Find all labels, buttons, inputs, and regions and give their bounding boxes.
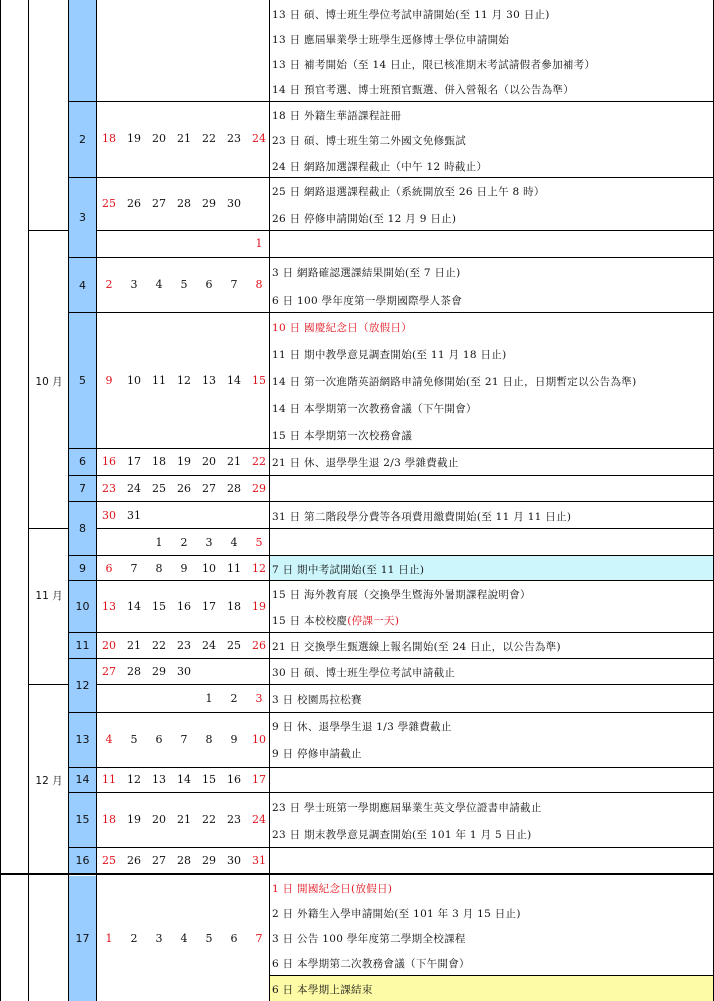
day-cell: 29 <box>152 665 166 678</box>
day-cell: 10 <box>127 374 141 387</box>
day-cell: 18 <box>152 455 166 468</box>
day-cell: 16 <box>227 773 241 786</box>
day-cell: 3 <box>255 692 263 705</box>
event-note-holiday: (停課一天) <box>347 615 400 627</box>
day-cell: 22 <box>252 455 266 468</box>
day-cell: 27 <box>202 482 216 495</box>
day-cell: 7 <box>180 733 188 746</box>
day-cell: 4 <box>230 536 238 549</box>
week-number: 14 <box>75 773 90 786</box>
day-cell: 24 <box>127 482 141 495</box>
month-label-nov: 11 月 <box>35 590 63 602</box>
day-cell: 3 <box>155 932 163 945</box>
day-cell: 26 <box>177 482 191 495</box>
day-cell: 21 <box>177 813 191 826</box>
week-number: 13 <box>75 733 90 746</box>
day-cell: 14 <box>227 374 241 387</box>
event-item: 18 日 外籍生華語課程註冊 <box>272 110 402 122</box>
event-item: 15 日 海外教育展（交換學生暨海外暑期課程說明會） <box>272 589 531 601</box>
event-item: 13 日 補考開始（至 14 日止，限已核准期末考試請假者參加補考） <box>272 59 596 71</box>
day-cell: 1 <box>155 536 163 549</box>
day-cell: 28 <box>177 854 191 867</box>
day-cell: 13 <box>202 374 216 387</box>
event-item: 24 日 網路加選課程截止（中午 12 時截止） <box>272 161 488 173</box>
event-item: 9 日 休、退學學生退 1/3 學雜費截止 <box>272 721 452 733</box>
day-cell: 19 <box>127 132 141 145</box>
day-cell: 16 <box>102 455 116 468</box>
week-number: 2 <box>79 133 86 146</box>
day-cell: 17 <box>127 455 141 468</box>
day-cell: 21 <box>177 132 191 145</box>
day-cell: 23 <box>227 813 241 826</box>
month-label-oct: 10 月 <box>35 376 63 388</box>
day-cell: 11 <box>102 773 116 786</box>
day-cell: 19 <box>252 600 266 613</box>
day-cell: 5 <box>205 932 213 945</box>
day-cell: 23 <box>177 639 191 652</box>
day-cell: 19 <box>177 455 191 468</box>
day-cell: 25 <box>152 482 166 495</box>
day-cell: 24 <box>202 639 216 652</box>
day-cell: 15 <box>152 600 166 613</box>
event-item-holiday: 1 日 開國紀念日(放假日) <box>272 883 393 895</box>
event-item: 23 日 學士班第一學期應屆畢業生英文學位證書申請截止 <box>272 802 542 814</box>
event-item: 23 日 期末教學意見調查開始(至 101 年 1 月 5 日止) <box>272 829 532 841</box>
event-item: 13 日 應屆畢業學士班學生逕修博士學位申請開始 <box>272 34 510 46</box>
day-cell: 21 <box>227 455 241 468</box>
day-cell: 21 <box>127 639 141 652</box>
day-cell: 9 <box>230 733 238 746</box>
day-cell: 27 <box>102 665 116 678</box>
day-cell: 17 <box>202 600 216 613</box>
day-cell: 4 <box>155 278 163 291</box>
day-cell: 2 <box>130 932 138 945</box>
week-number: 12 <box>75 679 90 692</box>
day-cell: 22 <box>202 132 216 145</box>
week-number: 17 <box>75 932 90 945</box>
day-cell: 2 <box>180 536 188 549</box>
event-item: 3 日 網路確認選課結果開始(至 7 日止) <box>272 267 461 279</box>
event-item: 31 日 第二階段學分費等各項費用繳費開始(至 11 月 11 日止) <box>272 511 572 523</box>
event-item: 9 日 停修申請截止 <box>272 748 362 760</box>
day-cell: 11 <box>152 374 166 387</box>
day-cell: 26 <box>252 639 266 652</box>
event-item: 21 日 休、退學學生退 2/3 學雜費截止 <box>272 457 459 469</box>
day-cell: 13 <box>102 600 116 613</box>
day-cell: 24 <box>252 132 266 145</box>
day-cell: 16 <box>177 600 191 613</box>
day-cell: 11 <box>227 562 241 575</box>
day-cell: 12 <box>127 773 141 786</box>
day-cell: 9 <box>105 374 113 387</box>
week-number: 16 <box>75 854 90 867</box>
event-item: 14 日 預官考選、博士班預官甄選、併入營報名（以公告為準） <box>272 84 575 96</box>
event-item <box>272 613 399 628</box>
day-cell: 6 <box>155 733 163 746</box>
day-cell: 8 <box>255 278 263 291</box>
day-cell: 1 <box>205 692 213 705</box>
day-cell: 27 <box>152 197 166 210</box>
day-cell: 24 <box>252 813 266 826</box>
event-item: 3 日 校園馬拉松賽 <box>272 694 362 706</box>
day-cell: 6 <box>105 562 113 575</box>
day-cell: 1 <box>255 237 263 250</box>
day-cell: 8 <box>205 733 213 746</box>
event-item: 23 日 碩、博士班生第二外國文免修甄試 <box>272 135 467 147</box>
event-item: 6 日 本學期上課結束 <box>272 984 373 996</box>
week-number: 5 <box>79 374 86 387</box>
day-cell: 23 <box>227 132 241 145</box>
day-cell: 3 <box>205 536 213 549</box>
day-cell: 18 <box>102 132 116 145</box>
week-number: 6 <box>79 455 86 468</box>
event-item: 14 日 第一次進階英語網路申請免修開始(至 21 日止，日期暫定以公告為準) <box>272 376 637 388</box>
day-cell: 18 <box>227 600 241 613</box>
day-cell: 29 <box>202 854 216 867</box>
week-number: 3 <box>79 211 86 224</box>
event-text: 15 日 本校校慶 <box>272 615 348 627</box>
day-cell: 2 <box>230 692 238 705</box>
day-cell: 5 <box>180 278 188 291</box>
day-cell: 5 <box>130 733 138 746</box>
day-cell: 10 <box>202 562 216 575</box>
day-cell: 18 <box>102 813 116 826</box>
event-item: 13 日 碩、博士班生學位考試申請開始(至 11 月 30 日止) <box>272 9 550 21</box>
event-item: 30 日 碩、博士班生學位考試申請截止 <box>272 667 456 679</box>
day-cell: 13 <box>152 773 166 786</box>
event-item: 3 日 公告 100 學年度第二學期全校課程 <box>272 933 466 945</box>
day-cell: 31 <box>252 854 266 867</box>
day-cell: 28 <box>127 665 141 678</box>
week-number: 11 <box>75 639 90 652</box>
day-cell: 5 <box>255 536 263 549</box>
day-cell: 20 <box>152 813 166 826</box>
event-item: 6 日 100 學年度第一學期國際學人茶會 <box>272 295 463 307</box>
day-cell: 6 <box>205 278 213 291</box>
day-cell: 30 <box>227 854 241 867</box>
day-cell: 23 <box>102 482 116 495</box>
month-label-dec: 12 月 <box>35 775 63 787</box>
day-cell: 7 <box>255 932 263 945</box>
event-item: 11 日 期中教學意見調查開始(至 11 月 18 日止) <box>272 349 507 361</box>
day-cell: 29 <box>252 482 266 495</box>
day-cell: 9 <box>180 562 188 575</box>
week-number: 9 <box>79 562 86 575</box>
event-item: 6 日 本學期第二次教務會議（下午開會） <box>272 958 470 970</box>
day-cell: 3 <box>130 278 138 291</box>
day-cell: 12 <box>252 562 266 575</box>
event-item: 21 日 交換學生甄選線上報名開始(至 24 日止，以公告為準) <box>272 641 561 653</box>
day-cell: 1 <box>105 932 113 945</box>
week-number: 7 <box>79 482 86 495</box>
day-cell: 7 <box>130 562 138 575</box>
event-item: 14 日 本學期第一次教務會議（下午開會） <box>272 403 477 415</box>
day-cell: 14 <box>127 600 141 613</box>
day-cell: 2 <box>105 278 113 291</box>
week-number: 15 <box>75 813 90 826</box>
day-cell: 15 <box>202 773 216 786</box>
week-number: 10 <box>75 600 90 613</box>
day-cell: 29 <box>202 197 216 210</box>
day-cell: 30 <box>102 509 116 522</box>
event-item: 15 日 本學期第一次校務會議 <box>272 430 413 442</box>
event-item: 26 日 停修申請開始(至 12 月 9 日止) <box>272 213 457 225</box>
day-cell: 26 <box>127 197 141 210</box>
day-cell: 17 <box>252 773 266 786</box>
week-number: 4 <box>79 279 86 292</box>
day-cell: 12 <box>177 374 191 387</box>
day-cell: 25 <box>102 854 116 867</box>
day-cell: 28 <box>177 197 191 210</box>
week-number: 8 <box>79 522 86 535</box>
day-cell: 20 <box>102 639 116 652</box>
day-cell: 28 <box>227 482 241 495</box>
day-cell: 30 <box>227 197 241 210</box>
day-cell: 22 <box>152 639 166 652</box>
day-cell: 27 <box>152 854 166 867</box>
day-cell: 30 <box>177 665 191 678</box>
day-cell: 31 <box>127 509 141 522</box>
day-cell: 15 <box>252 374 266 387</box>
day-cell: 7 <box>230 278 238 291</box>
day-cell: 22 <box>202 813 216 826</box>
day-cell: 19 <box>127 813 141 826</box>
event-item-holiday: 10 日 國慶紀念日（放假日） <box>272 322 413 334</box>
day-cell: 8 <box>155 562 163 575</box>
day-cell: 25 <box>227 639 241 652</box>
day-cell: 25 <box>102 197 116 210</box>
day-cell: 26 <box>127 854 141 867</box>
event-item: 2 日 外籍生入學申請開始(至 101 年 3 月 15 日止) <box>272 908 521 920</box>
day-cell: 6 <box>230 932 238 945</box>
day-cell: 10 <box>252 733 266 746</box>
event-item: 7 日 期中考試開始(至 11 日止) <box>272 564 425 576</box>
day-cell: 20 <box>202 455 216 468</box>
day-cell: 20 <box>152 132 166 145</box>
day-cell: 14 <box>177 773 191 786</box>
event-item: 25 日 網路退選課程截止（系統開放至 26 日上午 8 時） <box>272 186 545 198</box>
day-cell: 4 <box>105 733 113 746</box>
day-cell: 4 <box>180 932 188 945</box>
